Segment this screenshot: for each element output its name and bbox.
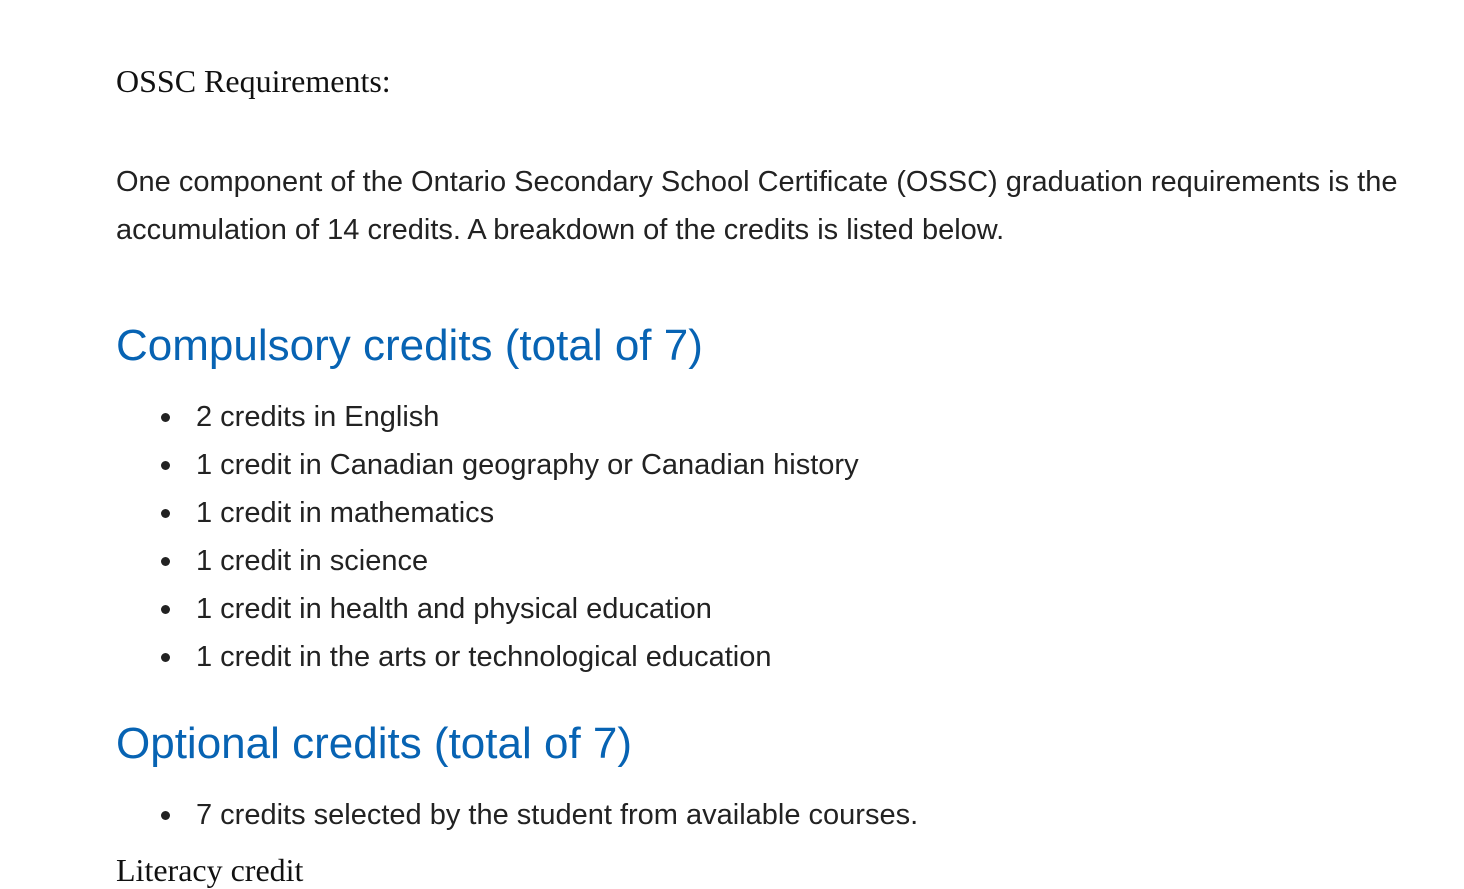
- list-item-text: 1 credit in science: [196, 545, 429, 577]
- list-item: [116, 791, 918, 839]
- list-item-text: 1 credit in health and physical education: [196, 593, 712, 625]
- list-item-text: 2 credits in English: [196, 401, 440, 433]
- literacy-credit-label: Literacy credit: [116, 852, 304, 888]
- optional-credits-list: [116, 791, 918, 839]
- bullet-icon: [161, 653, 170, 662]
- optional-credits-heading: Optional credits (total of 7): [116, 719, 633, 768]
- list-item: [116, 633, 859, 681]
- list-item: [116, 393, 859, 441]
- list-item-text: 1 credit in mathematics: [196, 497, 495, 529]
- list-item-text: 1 credit in the arts or technological education: [196, 641, 772, 673]
- list-item: [116, 537, 859, 585]
- compulsory-credits-list: [116, 393, 859, 681]
- bullet-icon: [161, 461, 170, 470]
- list-item: [116, 441, 859, 489]
- bullet-icon: [161, 557, 170, 566]
- bullet-icon: [161, 811, 170, 820]
- bullet-icon: [161, 605, 170, 614]
- list-item: [116, 585, 859, 633]
- list-item-text: 1 credit in Canadian geography or Canadian history: [196, 449, 859, 481]
- bullet-icon: [161, 509, 170, 518]
- bullet-icon: [161, 413, 170, 422]
- list-item: [116, 489, 859, 537]
- intro-paragraph: One component of the Ontario Secondary School Certificate (OSSC) graduation requirements is the accumulation of 14 credits. A breakdown of the credits is listed below.: [116, 166, 1398, 246]
- list-item-text: 7 credits selected by the student from available courses.: [196, 799, 919, 831]
- compulsory-credits-heading: Compulsory credits (total of 7): [116, 321, 703, 370]
- page-title: OSSC Requirements:: [116, 63, 391, 99]
